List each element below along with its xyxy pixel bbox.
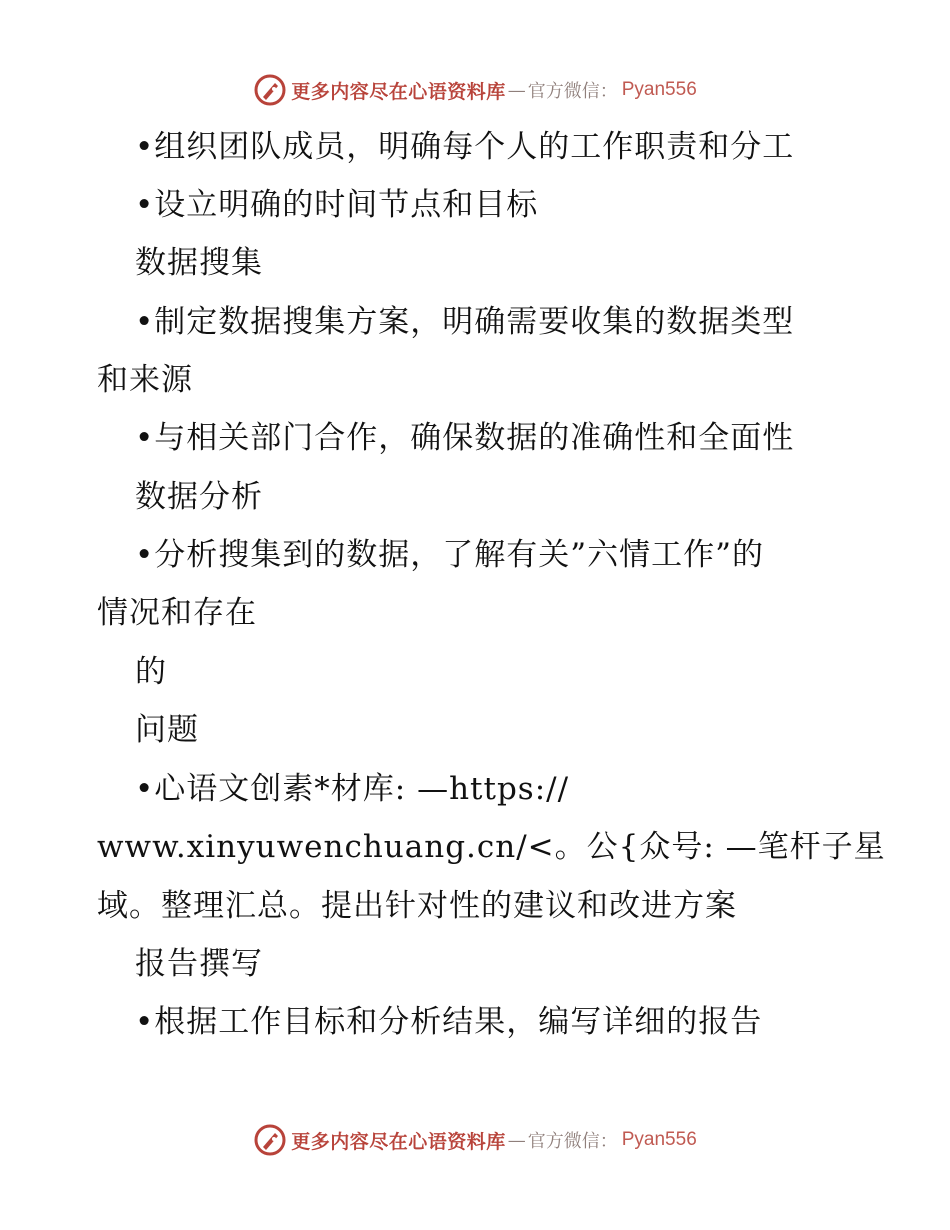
watermark-separator: — — [507, 79, 526, 101]
watermark-text: 更多内容尽在心语资料库 — [291, 1130, 506, 1153]
continuation-line: 和来源 — [97, 362, 193, 398]
section-heading: 数据分析 — [135, 479, 263, 515]
bullet-line: •设立明确的时间节点和目标 — [135, 187, 539, 223]
text-line: 的 — [135, 654, 167, 690]
bullet-line: •制定数据搜集方案，明确需要收集的数据类型 — [135, 304, 795, 340]
text-line: 问题 — [135, 712, 199, 748]
watermark-id: Pyan556 — [621, 1129, 697, 1150]
watermark-text: 更多内容尽在心语资料库 — [291, 80, 506, 103]
bullet-line: •心语文创素*材库: —https:// — [135, 771, 570, 807]
section-heading: 数据搜集 — [135, 245, 263, 281]
bullet-line: •与相关部门合作，确保数据的准确性和全面性 — [135, 420, 795, 456]
continuation-line: 情况和存在 — [97, 595, 257, 631]
section-heading: 报告撰写 — [135, 946, 263, 982]
bullet-line: •根据工作目标和分析结果，编写详细的报告 — [135, 1004, 763, 1040]
continuation-line: www.xinyuwenchuang.cn/<。公{众号: —笔杆子星 — [97, 829, 886, 865]
header-watermark — [0, 70, 950, 110]
watermark-separator: — — [507, 1129, 526, 1151]
bullet-line: •分析搜集到的数据，了解有关”六情工作”的 — [135, 537, 764, 573]
bullet-line: •组织团队成员，明确每个人的工作职责和分工 — [135, 129, 795, 165]
watermark-label: 官方微信： — [527, 81, 618, 102]
pen-nib-circle-icon — [253, 1123, 287, 1157]
continuation-line: 域。整理汇总。提出针对性的建议和改进方案 — [97, 888, 737, 924]
footer-watermark — [0, 1120, 950, 1160]
watermark-id: Pyan556 — [621, 79, 697, 100]
pen-nib-circle-icon — [253, 73, 287, 107]
watermark-label: 官方微信： — [527, 1131, 618, 1152]
